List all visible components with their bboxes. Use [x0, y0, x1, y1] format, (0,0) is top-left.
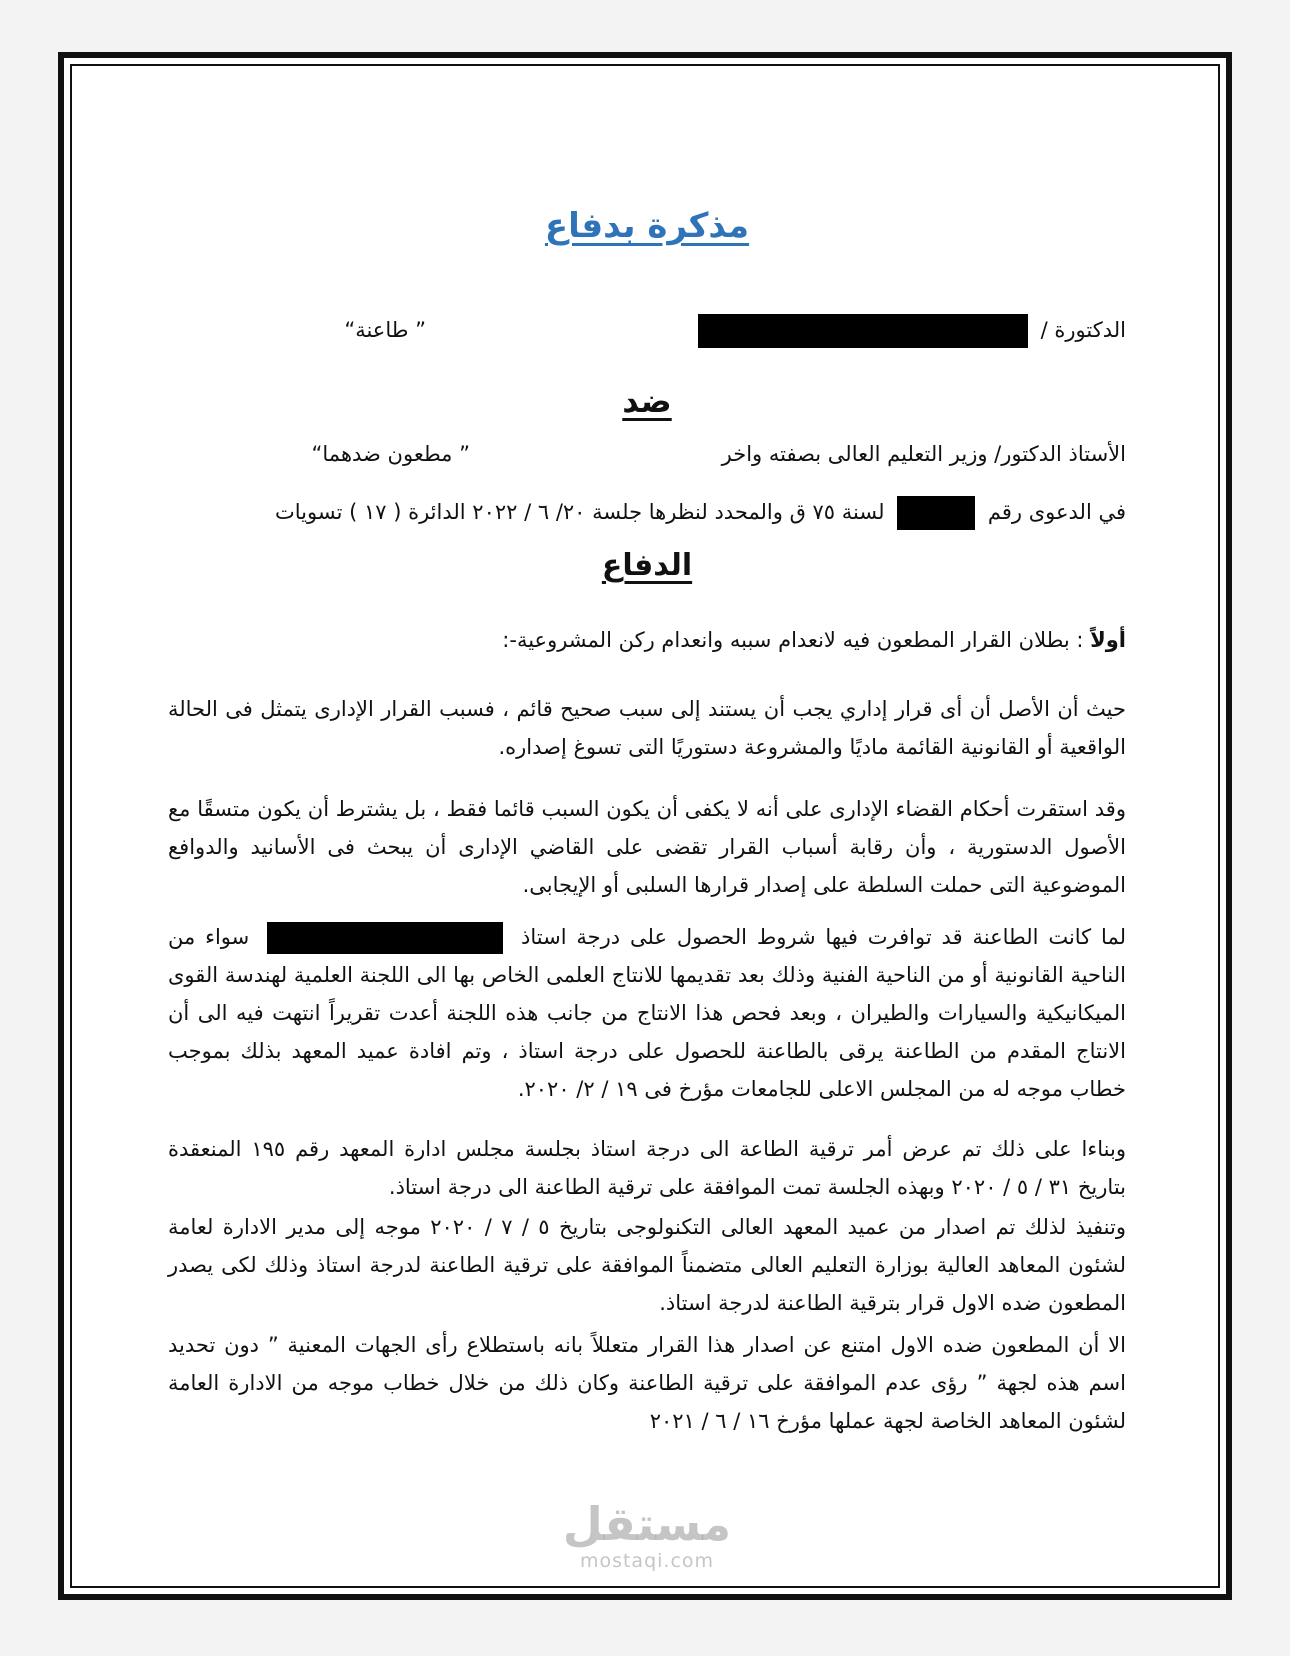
watermark	[168, 1498, 1126, 1572]
document-body	[168, 66, 1126, 1586]
document-title: مذكرة بدفاع	[544, 206, 750, 246]
paragraph-3	[168, 918, 1126, 1108]
case-details: لسنة ٧٥ ق والمحدد لنظرها جلسة ٢٠/ ٦ / ٢٠٢٢ الدائرة ( ١٧ ) تسويات	[275, 500, 885, 524]
paragraph-3-rest: سواء من الناحية القانونية أو من الناحية الفنية وذلك بعد تقديمها للانتاج العلمى الخاص بها الى اللجنة العلمية لهندسة القوى الميكانيكية والسيارات والطيران ، وبعد فحص هذا الانتاج من جانب هذه اللجنة أعدت تقريراً انتهت فيه الى أن الانتاج المقدم من الطاعنة يرقى بالطاعنة للحصول على درجة استاذ ، وتم افادة عميد المعهد بذلك بموجب خطاب موجه له من المجلس الاعلى للجامعات مؤرخ فى ١٩ / ٢/ ٢٠٢٠.	[168, 925, 1126, 1101]
first-point-number: أولاً	[1090, 628, 1126, 652]
against-label: ضد	[622, 382, 672, 420]
redacted-plaintiff-name	[698, 314, 1028, 348]
watermark-logo: مستقل	[562, 1497, 732, 1551]
first-point-heading	[168, 628, 1126, 652]
plaintiff-role: ” طاعنة“	[344, 318, 426, 342]
paragraph-6: الا أن المطعون ضده الاول امتنع عن اصدار هذا القرار متعللاً بانه باستطلاع رأى الجهات المعنية ” دون تحديد اسم هذه لجهة ” رؤى عدم الموافقة على ترقية الطاعنة وكان ذلك من خلال خطاب موجه من الادارة العامة لشئون المعاهد الخاصة لجهة عملها مؤرخ ١٦ / ٦ / ٢٠٢١	[168, 1333, 1126, 1433]
paragraph-2: وقد استقرت أحكام القضاء الإدارى على أنه لا يكفى أن يكون السبب قائما فقط ، بل يشترط أن يكون متسقًا مع الأصول الدستورية ، وأن رقابة أسباب القرار تقضى على القاضي الإدارى أن يبحث فى الأسانيد والدوافع الموضوعية التى حملت السلطة على إصدار قرارها السلبى أو الإيجابى.	[168, 797, 1126, 897]
paragraph-3-start: لما كانت الطاعنة قد توافرت فيها شروط الحصول على درجة استاذ	[521, 925, 1126, 949]
watermark-url: mostaqi.com	[579, 1550, 715, 1572]
document-page	[58, 52, 1232, 1600]
redacted-case-number	[897, 496, 975, 530]
respondent-label: الأستاذ الدكتور/ وزير التعليم العالى بصفته واخر	[721, 442, 1126, 466]
plaintiff-line	[168, 318, 1126, 350]
section-title: الدفاع	[601, 548, 693, 583]
paragraph-4: وبناءا على ذلك تم عرض أمر ترقية الطاعة الى درجة استاذ بجلسة مجلس ادارة المعهد رقم ١٩٥ المنعقدة بتاريخ ٣١ / ٥ / ٢٠٢٠ وبهذه الجلسة تمت الموافقة على ترقية الطاعنة الى درجة استاذ.	[168, 1137, 1126, 1199]
plaintiff-label: الدكتورة /	[1040, 318, 1126, 342]
paragraph-5: وتنفيذ لذلك تم اصدار من عميد المعهد العالى التكنولوجى بتاريخ ٥ / ٧ / ٢٠٢٠ موجه إلى مدير الادارة لعامة لشئون المعاهد العالية بوزارة التعليم العالى متضمناً الموافقة على ترقية الطاعنة لدرجة استاذ وذلك لكى يصدر المطعون ضده الاول قرار بترقية الطاعنة لدرجة استاذ.	[168, 1215, 1126, 1315]
paragraph-1: حيث أن الأصل أن أى قرار إداري يجب أن يستند إلى سبب صحيح قائم ، فسبب القرار الإدارى يتمثل فى الحالة الواقعية أو القانونية القائمة ماديًا والمشروعة دستوريًا التى تسوغ إصداره.	[168, 697, 1126, 759]
respondent-role: ” مطعون ضدهما“	[311, 442, 470, 466]
case-line	[168, 496, 1126, 530]
redacted-specialty	[267, 922, 503, 954]
case-prefix: في الدعوى رقم	[987, 500, 1126, 524]
first-point-text: : بطلان القرار المطعون فيه لانعدام سببه وانعدام ركن المشروعية-:	[502, 628, 1084, 652]
page-inner-border	[70, 64, 1220, 1588]
